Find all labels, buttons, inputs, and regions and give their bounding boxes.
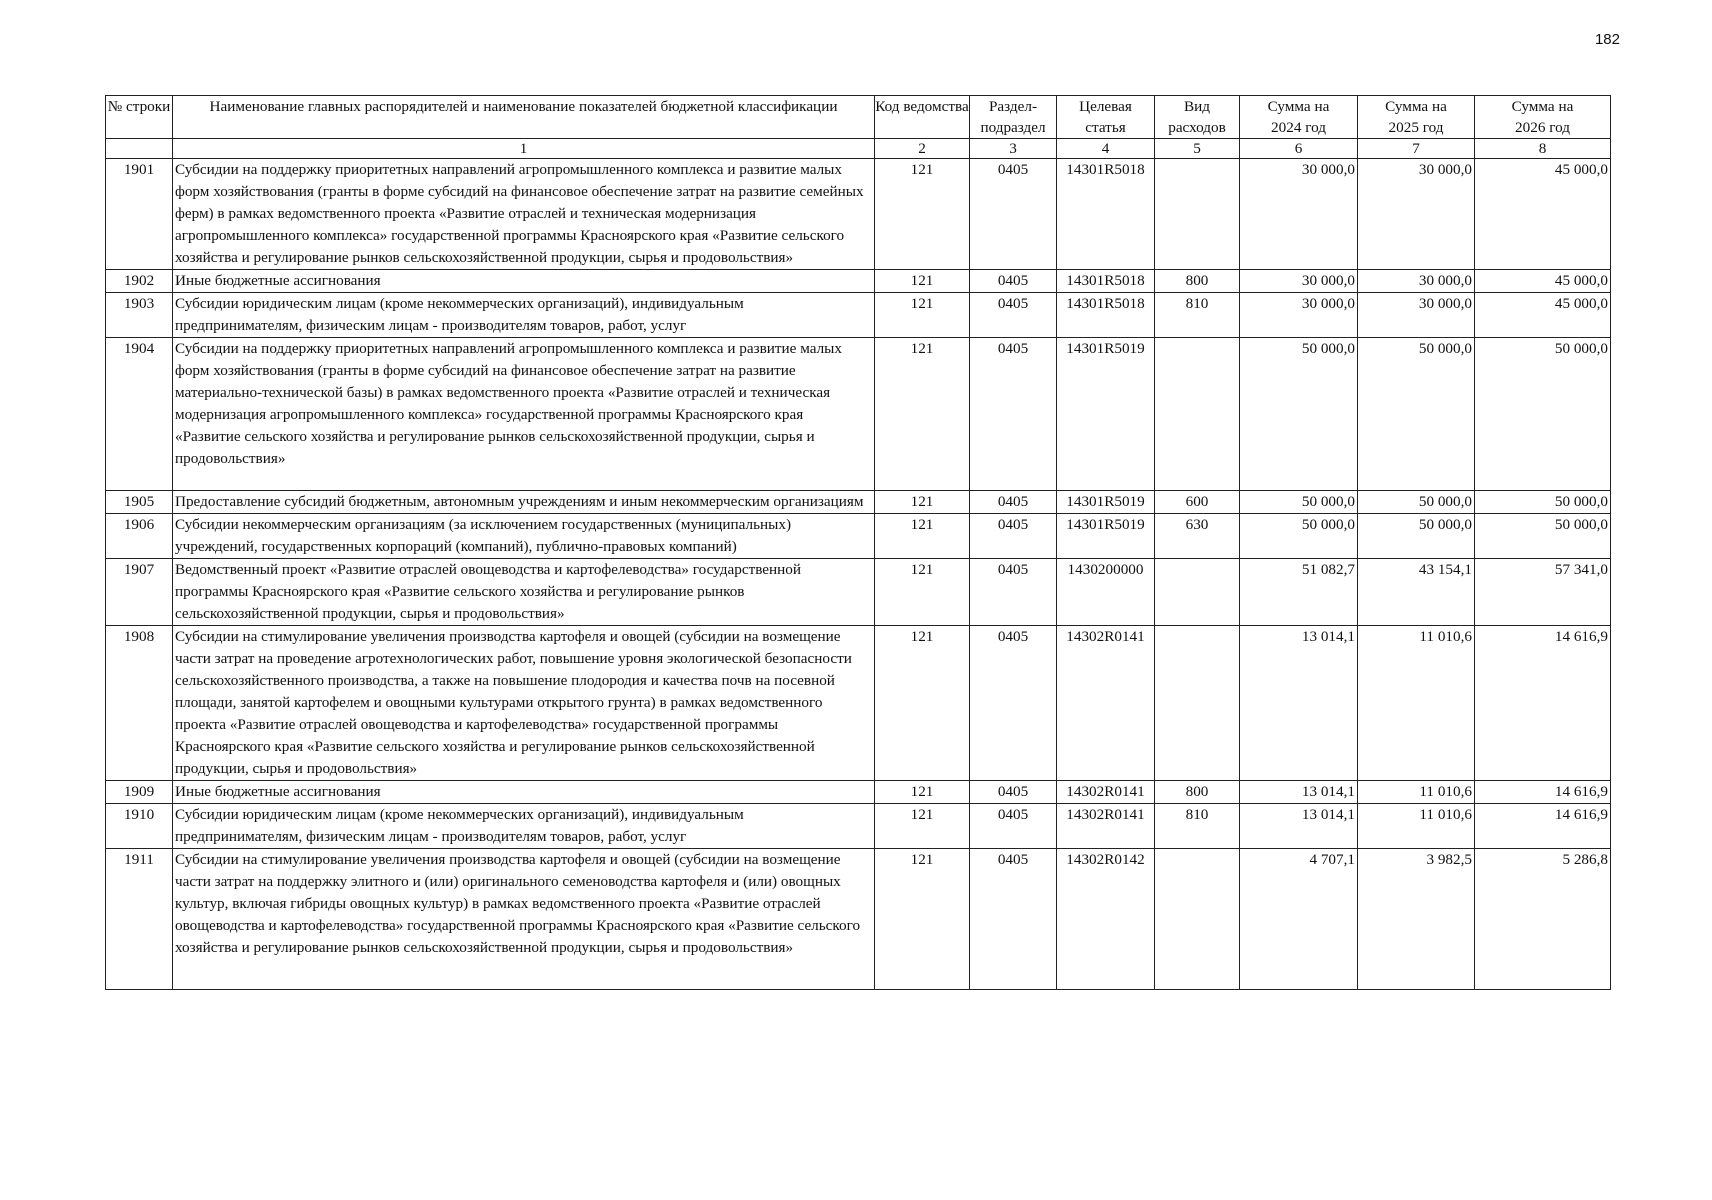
row-name: Субсидии юридическим лицам (кроме некоммерческих организаций), индивидуальным предпринимателям, физическим лицам - производителям товаров, работ, услуг [173,293,875,338]
sum-2025: 50 000,0 [1358,338,1475,491]
sum-2026: 50 000,0 [1475,491,1611,514]
sum-2025: 11 010,6 [1358,781,1475,804]
table-row [106,338,1611,491]
row-number: 1908 [106,626,173,781]
row-number: 1905 [106,491,173,514]
sum-2025: 11 010,6 [1358,626,1475,781]
column-number: 5 [1155,139,1240,159]
sum-2024: 51 082,7 [1240,559,1358,626]
header-department-code: Код ведомства [875,96,970,139]
section-code: 0405 [970,804,1057,849]
sum-2026: 14 616,9 [1475,626,1611,781]
column-number: 1 [173,139,875,159]
table-row [106,270,1611,293]
header-sum-2024: Сумма на 2024 год [1240,96,1358,139]
department-code: 121 [875,781,970,804]
table-row [106,514,1611,559]
column-number: 7 [1358,139,1475,159]
row-name: Иные бюджетные ассигнования [173,270,875,293]
section-code: 0405 [970,514,1057,559]
sum-2025: 30 000,0 [1358,159,1475,270]
expense-type: 810 [1155,293,1240,338]
table-row [106,781,1611,804]
sum-2025: 50 000,0 [1358,514,1475,559]
target-article: 14302R0141 [1057,626,1155,781]
header-row-number: № строки [106,96,173,139]
expense-type [1155,849,1240,990]
column-number: 8 [1475,139,1611,159]
row-number: 1907 [106,559,173,626]
expense-type: 800 [1155,781,1240,804]
target-article: 14301R5019 [1057,491,1155,514]
section-code: 0405 [970,626,1057,781]
expense-type: 800 [1155,270,1240,293]
table-row [106,804,1611,849]
sum-2025: 30 000,0 [1358,293,1475,338]
sum-2024: 30 000,0 [1240,159,1358,270]
table-row [106,559,1611,626]
budget-table [105,95,1611,990]
table-row [106,491,1611,514]
target-article: 14301R5019 [1057,338,1155,491]
sum-2024: 4 707,1 [1240,849,1358,990]
row-name: Предоставление субсидий бюджетным, автономным учреждениям и иным некоммерческим организациям [173,491,875,514]
header-row [106,96,1611,139]
row-name: Субсидии на стимулирование увеличения производства картофеля и овощей (субсидии на возмещение части затрат на поддержку элитного и (или) оригинального семеноводства картофеля и (или) овощных культур, включая гибриды овощных культур) в рамках ведомственного проекта «Развитие отраслей овощеводства и картофелеводства» государственной программы Красноярского края «Развитие сельского хозяйства и регулирование рынков сельскохозяйственной продукции, сырья и продовольствия» [173,849,875,990]
row-name: Ведомственный проект «Развитие отраслей овощеводства и картофелеводства» государственной программы Красноярского края «Развитие сельского хозяйства и регулирование рынков сельскохозяйственной продукции, сырья и продовольствия» [173,559,875,626]
section-code: 0405 [970,338,1057,491]
expense-type [1155,338,1240,491]
header-expense-type: Вид расходов [1155,96,1240,139]
row-number: 1902 [106,270,173,293]
column-number: 2 [875,139,970,159]
expense-type: 630 [1155,514,1240,559]
section-code: 0405 [970,293,1057,338]
table-row [106,293,1611,338]
column-numbers-row [106,139,1611,159]
section-code: 0405 [970,849,1057,990]
sum-2024: 50 000,0 [1240,514,1358,559]
sum-2025: 43 154,1 [1358,559,1475,626]
department-code: 121 [875,338,970,491]
sum-2025: 11 010,6 [1358,804,1475,849]
header-target-article: Целевая статья [1057,96,1155,139]
department-code: 121 [875,804,970,849]
row-number: 1906 [106,514,173,559]
department-code: 121 [875,626,970,781]
row-name: Субсидии некоммерческим организациям (за исключением государственных (муниципальных) учреждений, государственных корпораций (компаний), публично-правовых компаний) [173,514,875,559]
target-article: 14302R0141 [1057,804,1155,849]
department-code: 121 [875,293,970,338]
expense-type [1155,559,1240,626]
section-code: 0405 [970,270,1057,293]
sum-2026: 14 616,9 [1475,781,1611,804]
column-number: 3 [970,139,1057,159]
sum-2026: 45 000,0 [1475,159,1611,270]
row-number: 1911 [106,849,173,990]
sum-2024: 30 000,0 [1240,293,1358,338]
section-code: 0405 [970,159,1057,270]
header-name: Наименование главных распорядителей и наименование показателей бюджетной классификации [173,96,875,139]
row-number: 1910 [106,804,173,849]
department-code: 121 [875,514,970,559]
target-article: 14302R0141 [1057,781,1155,804]
department-code: 121 [875,159,970,270]
section-code: 0405 [970,491,1057,514]
sum-2026: 50 000,0 [1475,514,1611,559]
row-number: 1901 [106,159,173,270]
department-code: 121 [875,270,970,293]
row-number: 1909 [106,781,173,804]
row-name: Иные бюджетные ассигнования [173,781,875,804]
sum-2026: 45 000,0 [1475,293,1611,338]
department-code: 121 [875,491,970,514]
header-section: Раздел-подраздел [970,96,1057,139]
target-article: 14301R5018 [1057,293,1155,338]
sum-2024: 13 014,1 [1240,626,1358,781]
header-sum-2025: Сумма на 2025 год [1358,96,1475,139]
department-code: 121 [875,849,970,990]
sum-2024: 13 014,1 [1240,781,1358,804]
expense-type [1155,159,1240,270]
expense-type: 600 [1155,491,1240,514]
header-sum-2026: Сумма на 2026 год [1475,96,1611,139]
row-name: Субсидии на поддержку приоритетных направлений агропромышленного комплекса и развитие малых форм хозяйствования (гранты в форме субсидий на финансовое обеспечение затрат на развитие семейных ферм) в рамках ведомственного проекта «Развитие отраслей и техническая модернизация агропромышленного комплекса» государственной программы Красноярского края «Развитие сельского хозяйства и регулирование рынков сельскохозяйственной продукции, сырья и продовольствия» [173,159,875,270]
target-article: 14301R5018 [1057,270,1155,293]
row-number: 1903 [106,293,173,338]
target-article: 1430200000 [1057,559,1155,626]
row-name: Субсидии на стимулирование увеличения производства картофеля и овощей (субсидии на возмещение части затрат на проведение агротехнологических работ, повышение уровня экологической безопасности сельскохозяйственного производства, а также на повышение плодородия и качества почв на посевной площади, занятой картофелем и овощными культурами открытого грунта) в рамках ведомственного проекта «Развитие отраслей овощеводства и картофелеводства» государственной программы Красноярского края «Развитие сельского хозяйства и регулирование рынков сельскохозяйственной продукции, сырья и продовольствия» [173,626,875,781]
column-number [106,139,173,159]
table-row [106,849,1611,990]
table-row [106,159,1611,270]
target-article: 14302R0142 [1057,849,1155,990]
sum-2026: 14 616,9 [1475,804,1611,849]
section-code: 0405 [970,781,1057,804]
sum-2025: 30 000,0 [1358,270,1475,293]
row-name: Субсидии на поддержку приоритетных направлений агропромышленного комплекса и развитие малых форм хозяйствования (гранты в форме субсидий на финансовое обеспечение затрат на развитие материально-технической базы) в рамках ведомственного проекта «Развитие отраслей и техническая модернизация агропромышленного комплекса» государственной программы Красноярского края «Развитие сельского хозяйства и регулирование рынков сельскохозяйственной продукции, сырья и продовольствия» [173,338,875,491]
expense-type: 810 [1155,804,1240,849]
row-name: Субсидии юридическим лицам (кроме некоммерческих организаций), индивидуальным предпринимателям, физическим лицам - производителям товаров, работ, услуг [173,804,875,849]
department-code: 121 [875,559,970,626]
sum-2026: 5 286,8 [1475,849,1611,990]
column-number: 6 [1240,139,1358,159]
table-row [106,626,1611,781]
target-article: 14301R5018 [1057,159,1155,270]
sum-2026: 50 000,0 [1475,338,1611,491]
sum-2024: 50 000,0 [1240,491,1358,514]
page-number: 182 [1594,31,1620,48]
sum-2024: 50 000,0 [1240,338,1358,491]
sum-2025: 50 000,0 [1358,491,1475,514]
sum-2026: 45 000,0 [1475,270,1611,293]
sum-2025: 3 982,5 [1358,849,1475,990]
column-number: 4 [1057,139,1155,159]
sum-2026: 57 341,0 [1475,559,1611,626]
sum-2024: 13 014,1 [1240,804,1358,849]
sum-2024: 30 000,0 [1240,270,1358,293]
expense-type [1155,626,1240,781]
section-code: 0405 [970,559,1057,626]
target-article: 14301R5019 [1057,514,1155,559]
row-number: 1904 [106,338,173,491]
